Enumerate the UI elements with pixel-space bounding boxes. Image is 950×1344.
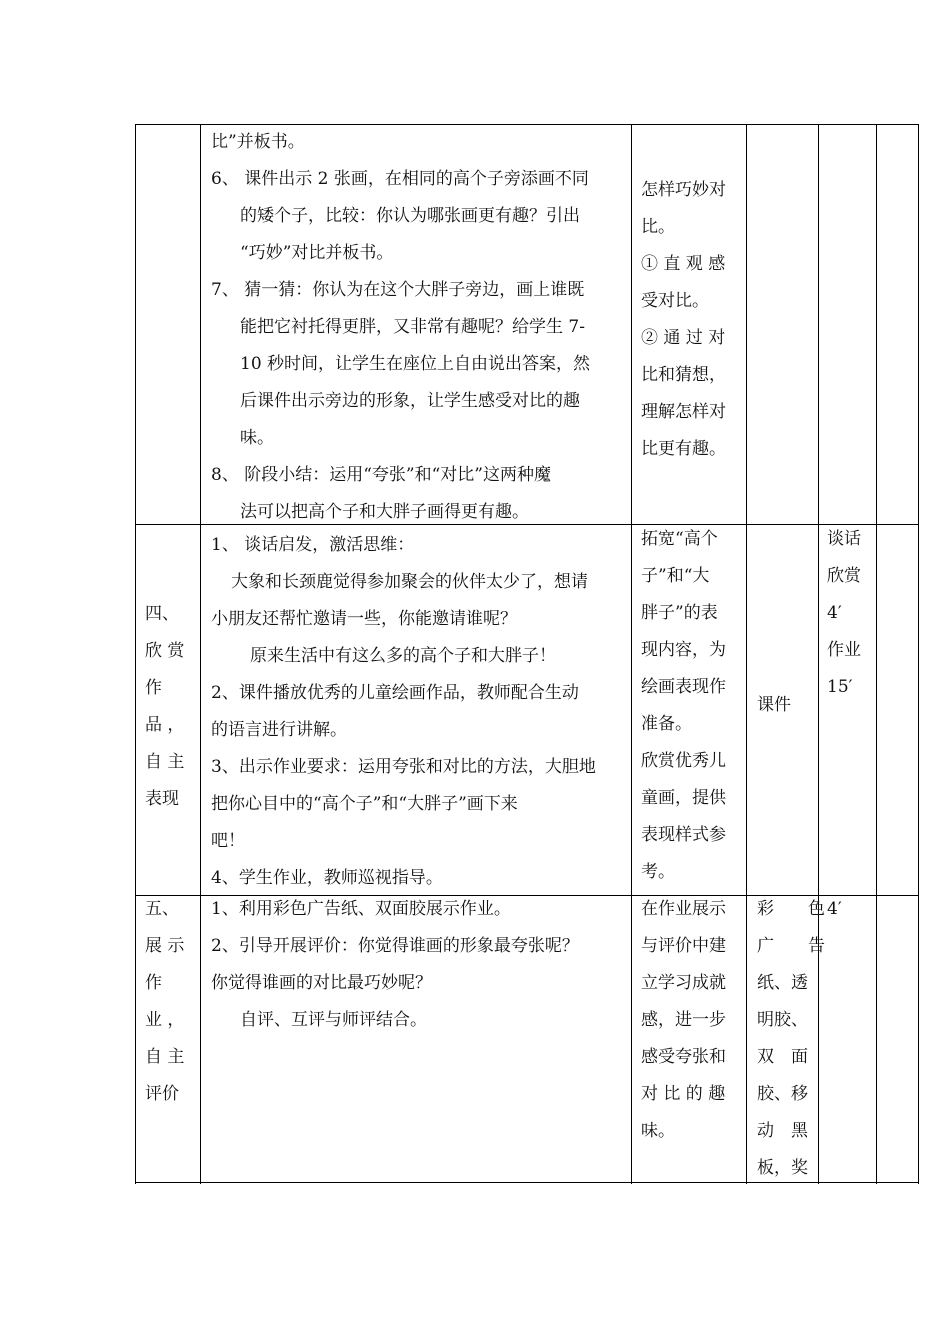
stage-line: 业 ， xyxy=(145,1010,185,1030)
intent-line: 子”和“大 xyxy=(641,566,710,586)
intent-line: 比更有趣。 xyxy=(641,439,726,459)
process-line: 10 秒时间，让学生在座位上自由说出答案，然 xyxy=(240,354,591,374)
stage-line: 自 主 xyxy=(145,752,185,772)
stage-line: 自 主 xyxy=(145,1047,185,1067)
stage-line: 作 xyxy=(145,678,162,698)
row3-process-cell xyxy=(211,891,626,1039)
process-line: 吧！ xyxy=(211,831,245,851)
process-item xyxy=(211,457,626,494)
stage-line: 评价 xyxy=(145,1084,179,1104)
intent-line: 味。 xyxy=(641,1121,675,1141)
process-line: 能把它衬托得更胖，又非常有趣呢？给学生 7- xyxy=(240,317,585,337)
intent-line: 表现样式参 xyxy=(641,825,726,845)
intent-line: 欣赏优秀儿 xyxy=(641,751,726,771)
process-line: “巧妙”对比并板书。 xyxy=(240,243,394,263)
media-line: 广 告 xyxy=(757,936,825,956)
row1-process-cell xyxy=(211,124,626,531)
process-line: 2、课件播放优秀的儿童绘画作品，教师配合生动 xyxy=(211,683,579,703)
stage-line: 四、 xyxy=(145,604,179,624)
row2-intent-cell xyxy=(641,521,741,891)
process-line: 1、利用彩色广告纸、双面胶展示作业。 xyxy=(211,899,511,919)
intent-line: 受对比。 xyxy=(641,291,709,311)
intent-line: 感受夸张和 xyxy=(641,1047,726,1067)
process-line: 味。 xyxy=(240,428,274,448)
process-line: 1、 谈话启发，激活思维： xyxy=(211,535,415,555)
process-item xyxy=(211,161,626,198)
intent-line: 考。 xyxy=(641,862,675,882)
process-line: 后课件出示旁边的形象，让学生感受对比的趣 xyxy=(240,391,580,411)
intent-line: 准备。 xyxy=(641,714,692,734)
stage-line: 品 ， xyxy=(145,715,185,735)
intent-line: 怎样巧妙对 xyxy=(641,180,726,200)
time-line: 作业 xyxy=(827,640,861,660)
intent-line: 绘画表现作 xyxy=(641,677,726,697)
column-divider xyxy=(818,124,819,1184)
column-divider xyxy=(876,124,877,1184)
process-line: 阶段小结：运用“夸张”和“对比”这两种魔 xyxy=(244,465,551,485)
process-line: 自评、互评与师评结合。 xyxy=(240,1010,427,1030)
intent-line: ① 直 观 感 xyxy=(641,254,726,274)
media-line: 课件 xyxy=(757,695,791,715)
time-line: 4′ xyxy=(827,603,842,623)
row2-process-cell xyxy=(211,527,626,897)
media-line: 板，奖 xyxy=(757,1158,808,1178)
item-number: 6、 xyxy=(211,169,239,189)
row2-stage-cell xyxy=(145,596,197,818)
process-line: 原来生活中有这么多的高个子和大胖子！ xyxy=(250,646,556,666)
process-line: 的语言进行讲解。 xyxy=(211,720,347,740)
table-border-right xyxy=(918,124,919,1184)
process-line: 比”并板书。 xyxy=(211,132,305,152)
intent-line: 对 比 的 趣 xyxy=(641,1084,726,1104)
media-line: 双 面 xyxy=(757,1047,808,1067)
process-line: 课件出示 2 张画，在相同的高个子旁添画不同 xyxy=(244,169,589,189)
process-line: 2、引导开展评价：你觉得谁画的形象最夸张呢？ xyxy=(211,936,579,956)
process-line: 猜一猜：你认为在这个大胖子旁边，画上谁既 xyxy=(244,280,585,300)
intent-line: 比。 xyxy=(641,217,675,237)
media-line: 彩 色 xyxy=(757,899,825,919)
process-line: 法可以把高个子和大胖子画得更有趣。 xyxy=(240,502,529,522)
intent-line: 理解怎样对 xyxy=(641,402,726,422)
process-item xyxy=(211,272,626,309)
media-line: 胶、移 xyxy=(757,1084,808,1104)
media-line: 纸、透 xyxy=(757,973,808,993)
item-number: 8、 xyxy=(211,465,239,485)
intent-line: 拓宽“高个 xyxy=(641,529,718,549)
row3-media-cell xyxy=(757,891,825,1187)
row3-intent-cell xyxy=(641,891,741,1150)
column-divider xyxy=(631,124,632,1184)
intent-line: 胖子”的表 xyxy=(641,603,718,623)
stage-line: 作 xyxy=(145,973,162,993)
time-line: 15′ xyxy=(827,677,853,697)
process-line: 4、学生作业，教师巡视指导。 xyxy=(211,868,443,888)
media-line: 动 黑 xyxy=(757,1121,808,1141)
process-line: 大象和长颈鹿觉得参加聚会的伙伴太少了，想请 xyxy=(231,572,588,592)
intent-line: 与评价中建 xyxy=(641,936,726,956)
time-line: 谈话 xyxy=(827,529,861,549)
row2-media-cell xyxy=(757,687,815,724)
stage-line: 欣 赏 xyxy=(145,641,185,661)
intent-line: 现内容，为 xyxy=(641,640,726,660)
intent-line: ② 通 过 对 xyxy=(641,328,726,348)
intent-line: 比和猜想， xyxy=(641,365,726,385)
column-divider xyxy=(200,124,201,1184)
time-line: 欣赏 xyxy=(827,566,861,586)
process-line: 3、出示作业要求：运用夸张和对比的方法，大胆地 xyxy=(211,757,596,777)
intent-line: 立学习成就 xyxy=(641,973,726,993)
process-line: 你觉得谁画的对比最巧妙呢？ xyxy=(211,973,432,993)
media-line: 明胶、 xyxy=(757,1010,808,1030)
intent-line: 感，进一步 xyxy=(641,1010,726,1030)
lesson-plan-table xyxy=(135,124,919,1184)
process-line: 小朋友还帮忙邀请一些，你能邀请谁呢？ xyxy=(211,609,517,629)
process-line: 的矮个子，比较：你认为哪张画更有趣？引出 xyxy=(240,206,580,226)
row3-stage-cell xyxy=(145,891,197,1113)
intent-line: 在作业展示 xyxy=(641,899,726,919)
row1-intent-cell xyxy=(641,172,741,468)
stage-line: 五、 xyxy=(145,899,179,919)
row3-time-cell xyxy=(827,891,875,928)
intent-line: 童画，提供 xyxy=(641,788,726,808)
row2-time-cell xyxy=(827,521,875,706)
stage-line: 表现 xyxy=(145,789,179,809)
process-line: 把你心目中的“高个子”和“大胖子”画下来 xyxy=(211,794,518,814)
stage-line: 展 示 xyxy=(145,936,185,956)
item-number: 7、 xyxy=(211,280,239,300)
column-divider xyxy=(746,124,747,1184)
time-line: 4′ xyxy=(827,899,842,919)
table-border-left xyxy=(135,124,136,1184)
